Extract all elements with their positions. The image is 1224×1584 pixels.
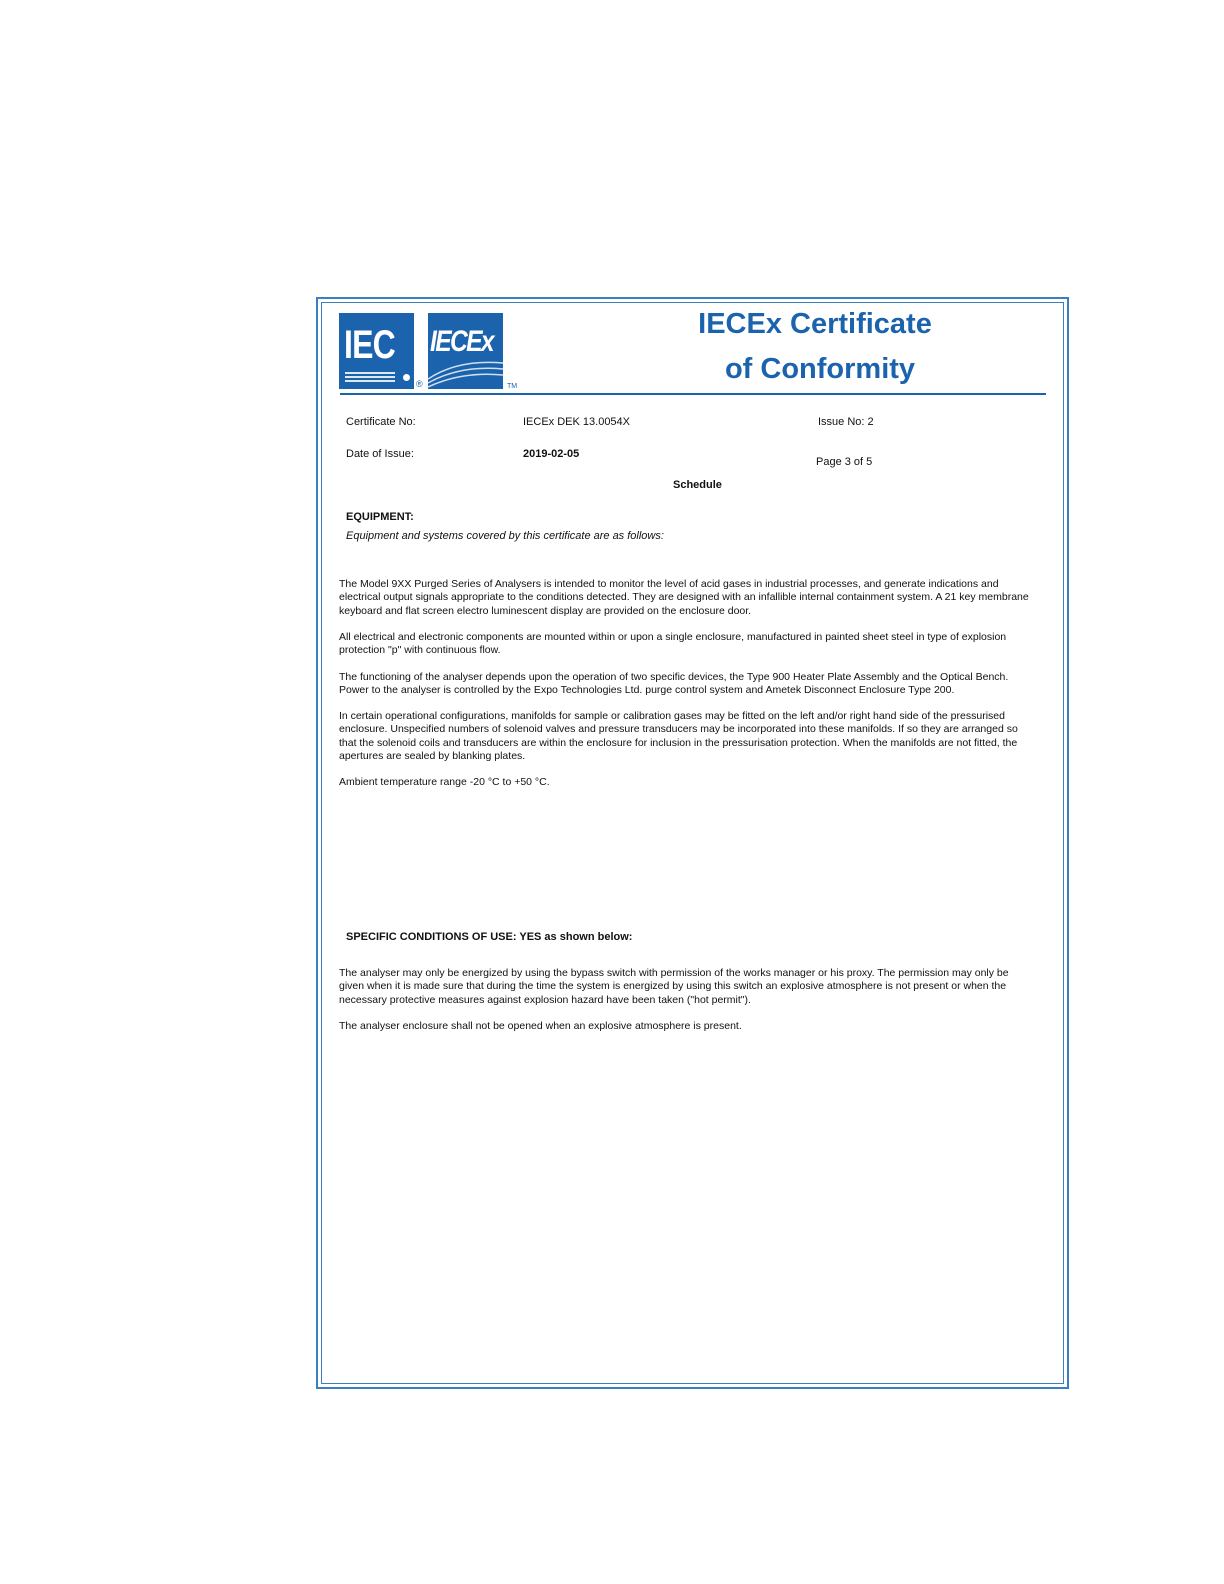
certificate-no-label: Certificate No: bbox=[346, 416, 416, 428]
issue-number: Issue No: 2 bbox=[818, 416, 874, 428]
equipment-heading: EQUIPMENT: bbox=[346, 511, 414, 523]
title-rule bbox=[340, 393, 1046, 395]
iecex-swoosh-icon bbox=[428, 349, 503, 389]
equipment-paragraph: The Model 9XX Purged Series of Analysers is intended to monitor the level of acid gases in industrial processes, and generate indications and electrical output signals appropriate to the conditions detected. They are designed with an infallible internal containment system. A 21 key membrane keyboard and flat screen electro luminescent display are provided on the enclosure door. bbox=[339, 578, 1029, 617]
certificate-frame bbox=[316, 297, 1069, 1389]
equipment-subheading: Equipment and systems covered by this certificate are as follows: bbox=[346, 530, 664, 542]
conditions-heading: SPECIFIC CONDITIONS OF USE: YES as shown below: bbox=[346, 931, 633, 943]
conditions-paragraph: The analyser enclosure shall not be opened when an explosive atmosphere is present. bbox=[339, 1020, 742, 1032]
schedule-heading: Schedule bbox=[673, 479, 722, 491]
iecex-logo bbox=[428, 313, 503, 389]
trademark-mark: TM bbox=[507, 383, 518, 390]
equipment-paragraph: Ambient temperature range -20 °C to +50 °C. bbox=[339, 776, 550, 788]
iec-logo-dot bbox=[403, 374, 410, 381]
equipment-paragraph: The functioning of the analyser depends upon the operation of two specific devices, the Type 900 Heater Plate Assembly and the Optical Bench. Power to the analyser is controlled by the Expo Technologies Ltd. purge control system and Ametek Disconnect Enclosure Type 200. bbox=[339, 671, 1009, 697]
page-number: Page 3 of 5 bbox=[816, 456, 873, 468]
certificate-no-value: IECEx DEK 13.0054X bbox=[523, 416, 631, 428]
certificate-title-line2: of Conformity bbox=[724, 353, 916, 385]
iec-logo-lines bbox=[345, 370, 395, 382]
iec-logo-text: IEC bbox=[344, 323, 395, 367]
conditions-paragraph: The analyser may only be energized by using the bypass switch with permission of the works manager or his proxy. The permission may only be given when it is made sure that during the time the system is energized by using this switch an explosive atmosphere is not present or when the necessary protective measures against explosion hazard have been taken ("hot permit"). bbox=[339, 967, 1009, 1006]
date-of-issue-value: 2019-02-05 bbox=[523, 448, 580, 460]
iec-logo bbox=[339, 313, 414, 389]
date-of-issue-label: Date of Issue: bbox=[346, 448, 414, 460]
certificate-frame-inner bbox=[321, 302, 1064, 1384]
registered-mark: ® bbox=[416, 379, 423, 389]
certificate-title-line1: IECEx Certificate bbox=[698, 308, 932, 340]
iecex-logo-text: IECEx bbox=[430, 325, 493, 358]
equipment-paragraph: All electrical and electronic components are mounted within or upon a single enclosure, manufactured in painted sheet steel in type of explosion protection "p" with continuous flow. bbox=[339, 631, 1007, 657]
equipment-paragraph: In certain operational configurations, manifolds for sample or calibration gases may be fitted on the left and/or right hand side of the pressurised enclosure. Unspecified numbers of solenoid valves and pressure transducers may be incorporated into these manifolds. If so they are arranged so that the solenoid coils and transducers are within the enclosure for inclusion in the pressurisation protection. When the manifolds are not fitted, the apertures are sealed by blanking plates. bbox=[339, 710, 1018, 762]
